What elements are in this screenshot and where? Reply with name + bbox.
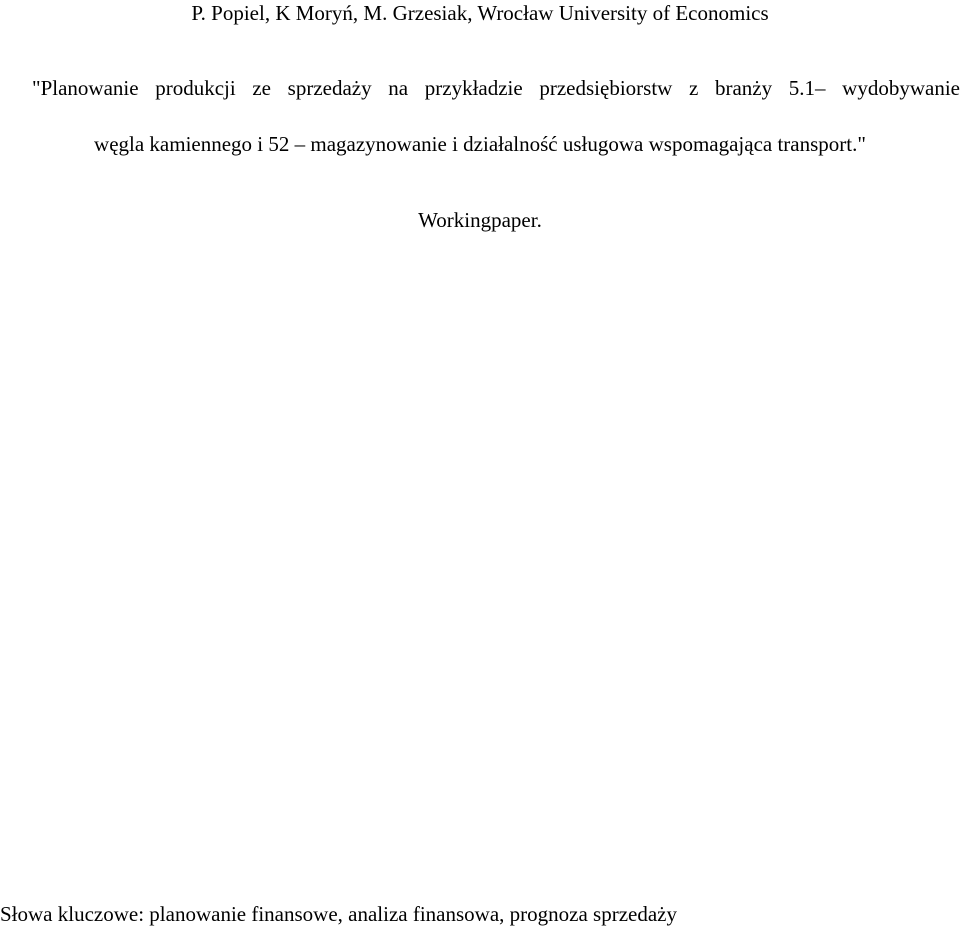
authors-line: P. Popiel, K Moryń, M. Grzesiak, Wrocław University of Economics xyxy=(191,1,769,25)
document-type: Workingpaper. xyxy=(418,208,542,232)
paper-title-line-2: węgla kamiennego i 52 – magazynowanie i działalność usługowa wspomagająca transport." xyxy=(94,132,866,156)
keywords-line: Słowa kluczowe: planowanie finansowe, analiza finansowa, prognoza sprzedaży xyxy=(0,902,677,926)
paper-title-line-1: "Planowanie produkcji ze sprzedaży na przykładzie przedsiębiorstw z branży 5.1– wydobywanie xyxy=(32,76,960,100)
